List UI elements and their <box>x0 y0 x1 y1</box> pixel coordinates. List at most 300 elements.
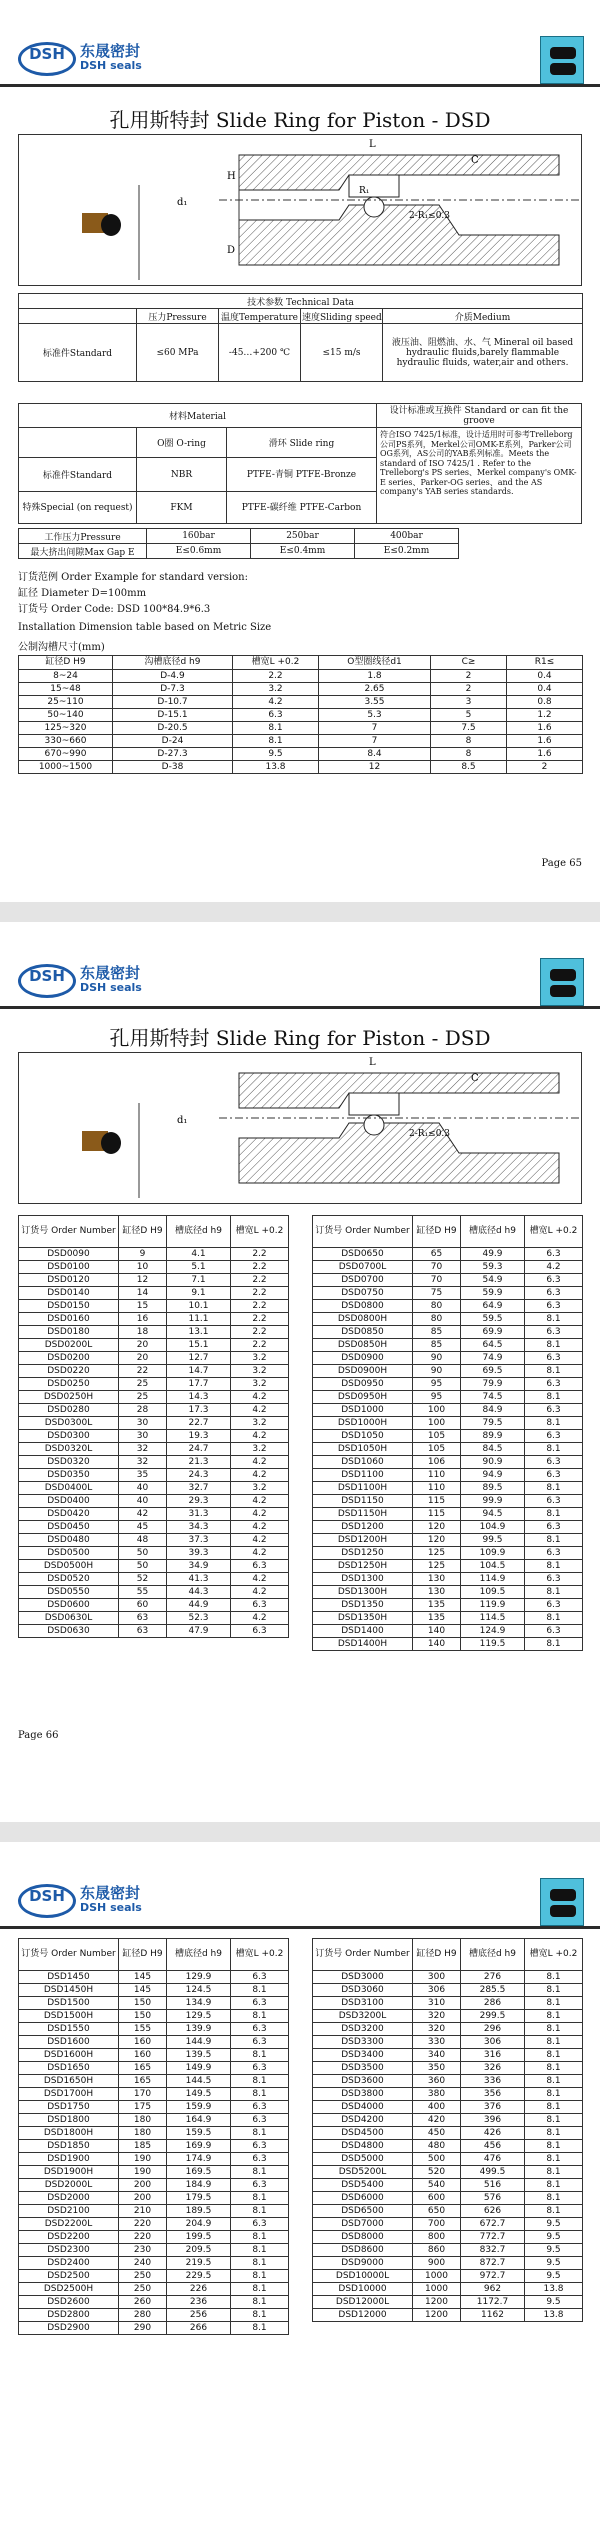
table-cell: 450 <box>413 2127 461 2140</box>
table-cell: 456 <box>461 2140 525 2153</box>
table-cell: 1.6 <box>507 735 583 748</box>
install-dimension-table <box>18 655 583 774</box>
table-cell: 144.5 <box>167 2075 231 2088</box>
table-cell: DSD1000H <box>313 1417 413 1430</box>
table-cell: 300 <box>413 1971 461 1984</box>
table-cell: 100 <box>413 1404 461 1417</box>
table-row <box>19 1971 289 1984</box>
table-cell: DSD1800H <box>19 2127 119 2140</box>
table-cell: 165 <box>119 2062 167 2075</box>
tech-pressure: ≤60 MPa <box>137 324 219 382</box>
table-cell: 8.1 <box>525 1391 583 1404</box>
gap-max-3: E≤0.2mm <box>355 544 459 559</box>
table-cell: 180 <box>119 2114 167 2127</box>
table-cell: 94.9 <box>461 1469 525 1482</box>
tech-col-temperature: 温度Temperature <box>219 309 301 324</box>
piston-hatch <box>239 205 559 265</box>
table-cell: 240 <box>119 2257 167 2270</box>
table-header-row <box>313 1939 583 1971</box>
table-cell: 6.3 <box>525 1456 583 1469</box>
header-rule <box>0 84 600 87</box>
table-cell: 6.3 <box>525 1599 583 1612</box>
table-cell: 55 <box>119 1586 167 1599</box>
table-cell: 10.1 <box>167 1300 231 1313</box>
table-cell: DSD1550 <box>19 2023 119 2036</box>
label-L: L <box>369 139 376 150</box>
gap-table <box>18 528 459 559</box>
table-cell: 4.2 <box>231 1495 289 1508</box>
table-cell: DSD1200H <box>313 1534 413 1547</box>
table-cell: DSD3200L <box>313 2010 413 2023</box>
table-header-row <box>19 1216 289 1248</box>
table-cell: DSD0900 <box>313 1352 413 1365</box>
table-cell: 209.5 <box>167 2244 231 2257</box>
table-cell: 90.9 <box>461 1456 525 1469</box>
table-cell: 99.9 <box>461 1495 525 1508</box>
table-cell: 6.3 <box>525 1573 583 1586</box>
table-cell: 44.9 <box>167 1599 231 1612</box>
table-cell: 52 <box>119 1573 167 1586</box>
material-header: 材料Material <box>19 404 377 428</box>
table-cell: 32 <box>119 1443 167 1456</box>
table-cell: 104.5 <box>461 1560 525 1573</box>
table-cell: DSD2900 <box>19 2322 119 2335</box>
table-cell: 3.2 <box>231 1378 289 1391</box>
table-row <box>313 2101 583 2114</box>
table-row <box>313 1586 583 1599</box>
table-cell: 37.3 <box>167 1534 231 1547</box>
table-cell: 1172.7 <box>461 2296 525 2309</box>
table-row <box>313 1469 583 1482</box>
table-cell: DSD12000 <box>313 2309 413 2322</box>
table-row <box>19 2101 289 2114</box>
table-row <box>313 1378 583 1391</box>
table-cell: 174.9 <box>167 2153 231 2166</box>
table-cell: DSD1450H <box>19 1984 119 1997</box>
table-cell: 14.3 <box>167 1391 231 1404</box>
table-cell: 115 <box>413 1495 461 1508</box>
table-cell: 499.5 <box>461 2166 525 2179</box>
table-cell: 119.9 <box>461 1599 525 1612</box>
table-cell: 280 <box>119 2309 167 2322</box>
page-separator <box>0 1822 600 1842</box>
table-cell: DSD2800 <box>19 2309 119 2322</box>
table-cell: DSD8600 <box>313 2244 413 2257</box>
tech-col-pressure: 压力Pressure <box>137 309 219 324</box>
table-cell: 266 <box>167 2322 231 2335</box>
table-cell: DSD2600 <box>19 2296 119 2309</box>
catalog-page-65 <box>0 0 600 880</box>
material-table <box>18 403 377 524</box>
table-cell: 48 <box>119 1534 167 1547</box>
table-cell: 84.5 <box>461 1443 525 1456</box>
table-cell: 8.1 <box>231 2049 289 2062</box>
table-cell: 134.9 <box>167 1997 231 2010</box>
table-cell: 8.1 <box>525 1612 583 1625</box>
gap-pressure-label: 工作压力Pressure <box>19 529 147 544</box>
table-cell: DSD1500 <box>19 1997 119 2010</box>
table-cell: 2 <box>431 683 507 696</box>
table-cell: 34.9 <box>167 1560 231 1573</box>
tech-data-table <box>18 293 583 382</box>
table-cell: 185 <box>119 2140 167 2153</box>
table-cell: 8.1 <box>231 2166 289 2179</box>
material-row1-slide: PTFE-青铜 PTFE-Bronze <box>227 458 377 492</box>
table-cell: 9.5 <box>233 748 319 761</box>
table-cell: 4.2 <box>231 1573 289 1586</box>
table-cell: 330~660 <box>19 735 113 748</box>
table-cell: 2.2 <box>231 1261 289 1274</box>
table-cell: 230 <box>119 2244 167 2257</box>
table-cell: 2.2 <box>231 1326 289 1339</box>
table-cell: 9.5 <box>525 2270 583 2283</box>
label-L: L <box>369 1057 376 1068</box>
table-cell: 7.5 <box>431 722 507 735</box>
slide-ring-shape <box>349 1093 399 1115</box>
table-cell: 50 <box>119 1560 167 1573</box>
table-cell: 1000 <box>413 2270 461 2283</box>
table-row <box>19 1573 289 1586</box>
table-cell: DSD5200L <box>313 2166 413 2179</box>
table-cell: DSD1060 <box>313 1456 413 1469</box>
table-cell: DSD0850 <box>313 1326 413 1339</box>
table-cell: 8.1 <box>525 2075 583 2088</box>
table-cell: DSD2500H <box>19 2283 119 2296</box>
table-cell: DSD0220 <box>19 1365 119 1378</box>
table-row <box>19 1456 289 1469</box>
table-cell: 2 <box>431 670 507 683</box>
table-cell: 1.6 <box>507 722 583 735</box>
table-cell: 109.5 <box>461 1586 525 1599</box>
table-cell: DSD1100 <box>313 1469 413 1482</box>
table-cell: 8.1 <box>525 1586 583 1599</box>
table-cell: 34.3 <box>167 1521 231 1534</box>
table-cell: 14 <box>119 1287 167 1300</box>
install-row <box>19 761 583 774</box>
page-header <box>0 922 600 1006</box>
table-cell: 69.5 <box>461 1365 525 1378</box>
table-cell: 8.1 <box>525 2166 583 2179</box>
table-row <box>313 1638 583 1651</box>
piston-hatch <box>239 1123 559 1183</box>
table-cell: 115 <box>413 1508 461 1521</box>
table-cell: DSD0650 <box>313 1248 413 1261</box>
table-cell: DSD0120 <box>19 1274 119 1287</box>
table-cell: 476 <box>461 2153 525 2166</box>
table-cell: 520 <box>413 2166 461 2179</box>
table-cell: DSD3500 <box>313 2062 413 2075</box>
table-row <box>313 2192 583 2205</box>
header-rule <box>0 1006 600 1009</box>
table-cell: 356 <box>461 2088 525 2101</box>
table-cell: 6.3 <box>231 2023 289 2036</box>
table-cell: DSD2200 <box>19 2231 119 2244</box>
table-cell: 125~320 <box>19 722 113 735</box>
table-cell: 626 <box>461 2205 525 2218</box>
table-cell: 69.9 <box>461 1326 525 1339</box>
table-row <box>313 1612 583 1625</box>
table-cell: 6.3 <box>231 2153 289 2166</box>
material-row1-oring: NBR <box>137 458 227 492</box>
table-cell: 290 <box>119 2322 167 2335</box>
logo-mark: DSH <box>18 964 76 998</box>
table-cell: 350 <box>413 2062 461 2075</box>
table-cell: 155 <box>119 2023 167 2036</box>
table-cell: DSD5000 <box>313 2153 413 2166</box>
brand-logo <box>18 1882 158 1918</box>
table-cell: DSD1750 <box>19 2101 119 2114</box>
table-cell: 2.2 <box>231 1274 289 1287</box>
page-number: Page 65 <box>541 858 582 869</box>
table-cell: 79.5 <box>461 1417 525 1430</box>
table-cell: 4.2 <box>231 1508 289 1521</box>
seal-profile-icon <box>541 37 585 85</box>
column-header: 槽底径d h9 <box>461 1939 525 1971</box>
label-d1: d₁ <box>177 197 188 208</box>
table-cell: 74.9 <box>461 1352 525 1365</box>
table-row <box>19 1287 289 1300</box>
table-cell: 135 <box>413 1599 461 1612</box>
install-row <box>19 722 583 735</box>
table-cell: DSD0630 <box>19 1625 119 1638</box>
table-cell: 226 <box>167 2283 231 2296</box>
table-cell: 8.1 <box>525 2127 583 2140</box>
table-cell: 4.2 <box>233 696 319 709</box>
table-cell: DSD0700L <box>313 1261 413 1274</box>
table-cell: 8.1 <box>231 2283 289 2296</box>
table-cell: 125 <box>413 1560 461 1573</box>
label-D: D <box>227 245 236 256</box>
table-cell: DSD0280 <box>19 1404 119 1417</box>
table-row <box>313 1391 583 1404</box>
table-cell: 2.2 <box>231 1300 289 1313</box>
table-cell: 90 <box>413 1352 461 1365</box>
table-cell: 4.2 <box>231 1612 289 1625</box>
table-cell: 8.1 <box>525 2101 583 2114</box>
install-row <box>19 683 583 696</box>
table-cell: D-24 <box>113 735 233 748</box>
table-cell: DSD1850 <box>19 2140 119 2153</box>
table-cell: 516 <box>461 2179 525 2192</box>
gap-max-1: E≤0.6mm <box>147 544 251 559</box>
column-header: 订货号 Order Number <box>313 1939 413 1971</box>
order-table-left <box>18 1938 289 2335</box>
table-cell: 129.9 <box>167 1971 231 1984</box>
table-cell: 7 <box>319 735 431 748</box>
table-cell: 6.3 <box>231 2062 289 2075</box>
table-cell: 130 <box>413 1586 461 1599</box>
table-cell: 105 <box>413 1443 461 1456</box>
table-cell: 8.1 <box>525 2036 583 2049</box>
material-corner <box>19 428 137 458</box>
page-separator <box>0 902 600 922</box>
table-cell: 12.7 <box>167 1352 231 1365</box>
table-row <box>19 2114 289 2127</box>
table-cell: 672.7 <box>461 2218 525 2231</box>
table-cell: 260 <box>119 2296 167 2309</box>
table-cell: 1.2 <box>507 709 583 722</box>
install-table-caption: Installation Dimension table based on Metric Size <box>18 622 272 633</box>
table-cell: DSD7000 <box>313 2218 413 2231</box>
table-cell: 420 <box>413 2114 461 2127</box>
profile-thumbnail <box>540 1878 584 1926</box>
table-row <box>19 1612 289 1625</box>
tech-row-label: 标准件Standard <box>19 324 137 382</box>
table-cell: 164.9 <box>167 2114 231 2127</box>
table-row <box>313 1261 583 1274</box>
column-header: 缸径D H9 <box>413 1939 461 1971</box>
table-cell: 8.1 <box>525 2140 583 2153</box>
table-cell: 8.1 <box>525 1365 583 1378</box>
table-cell: 179.5 <box>167 2192 231 2205</box>
table-cell: DSD9000 <box>313 2257 413 2270</box>
table-cell: 190 <box>119 2166 167 2179</box>
table-row <box>313 2244 583 2257</box>
brand-logo <box>18 962 158 998</box>
table-row <box>313 1599 583 1612</box>
table-cell: 8.1 <box>231 2231 289 2244</box>
page-title: 孔用斯特封 Slide Ring for Piston - DSD <box>109 108 491 132</box>
column-header: 订货号 Order Number <box>19 1216 119 1248</box>
table-cell: 35 <box>119 1469 167 1482</box>
install-row <box>19 709 583 722</box>
groove-text: 符合ISO 7425/1标准，设计适用时可参考Trelleborg公司PS系列，Merkel公司OMK-E系列，Parker公司OG系列，AS公司的YAB系列标准。Meets the standard of ISO 7425/1 . Refer to the Trelleborg's PS series、Merkel company's OMK-E series、Parker-OG series、and the AS company's YAB series standards. <box>377 428 582 524</box>
table-row <box>313 2127 583 2140</box>
table-cell: 6.3 <box>525 1300 583 1313</box>
table-row <box>19 2075 289 2088</box>
table-cell: 1162 <box>461 2309 525 2322</box>
seal-profile-icon <box>541 1879 585 1927</box>
label-C: C <box>471 1073 479 1084</box>
table-cell: DSD0800H <box>313 1313 413 1326</box>
table-cell: DSD0950 <box>313 1378 413 1391</box>
table-cell: 8.1 <box>231 2088 289 2101</box>
table-row <box>313 2036 583 2049</box>
install-row <box>19 748 583 761</box>
table-cell: 4.2 <box>525 1261 583 1274</box>
table-cell: D-20.5 <box>113 722 233 735</box>
logo-cn: 东晟密封 <box>80 1884 141 1902</box>
table-row <box>313 1274 583 1287</box>
table-cell: 130 <box>413 1573 461 1586</box>
table-cell: 8.1 <box>525 2049 583 2062</box>
table-cell: D-38 <box>113 761 233 774</box>
column-header: 槽底径d h9 <box>167 1939 231 1971</box>
table-cell: 169.9 <box>167 2140 231 2153</box>
table-cell: 42 <box>119 1508 167 1521</box>
table-cell: 110 <box>413 1469 461 1482</box>
table-cell: 31.3 <box>167 1508 231 1521</box>
table-row <box>19 1430 289 1443</box>
table-cell: DSD1250 <box>313 1547 413 1560</box>
table-cell: DSD0950H <box>313 1391 413 1404</box>
gap-pressure-1: 160bar <box>147 529 251 544</box>
table-cell: 114.5 <box>461 1612 525 1625</box>
table-cell: 380 <box>413 2088 461 2101</box>
table-cell: DSD2100 <box>19 2205 119 2218</box>
table-cell: 64.9 <box>461 1300 525 1313</box>
table-cell: 8.4 <box>319 748 431 761</box>
table-cell: 200 <box>119 2179 167 2192</box>
table-header-row <box>19 656 583 670</box>
table-header-row <box>313 1216 583 1248</box>
table-cell: 3.2 <box>231 1443 289 1456</box>
order-code-note: 订货号 Order Code: DSD 100*84.9*6.3 <box>18 604 211 615</box>
label-r2: R₁ <box>359 186 370 196</box>
table-cell: DSD1800 <box>19 2114 119 2127</box>
table-cell: 10 <box>119 1261 167 1274</box>
table-cell: DSD1300 <box>313 1573 413 1586</box>
table-row <box>19 1404 289 1417</box>
table-cell: 296 <box>461 2023 525 2036</box>
table-cell: 63 <box>119 1612 167 1625</box>
table-row <box>19 2023 289 2036</box>
table-cell: 8.1 <box>525 1339 583 1352</box>
table-cell: 8 <box>431 748 507 761</box>
table-cell: 6.3 <box>231 2036 289 2049</box>
table-cell: 125 <box>413 1547 461 1560</box>
table-row <box>19 1469 289 1482</box>
table-cell: DSD1350H <box>313 1612 413 1625</box>
groove-header: 设计标准或互换件 Standard or can fit the groove <box>377 404 582 428</box>
tech-speed: ≤15 m/s <box>301 324 383 382</box>
tech-corner <box>19 309 137 324</box>
detail-icon <box>82 213 121 236</box>
table-row <box>19 2036 289 2049</box>
column-header: 订货号 Order Number <box>19 1939 119 1971</box>
table-row <box>19 2153 289 2166</box>
table-cell: 220 <box>119 2218 167 2231</box>
table-row <box>313 1625 583 1638</box>
column-header: C≥ <box>431 656 507 670</box>
table-cell: 9.5 <box>525 2296 583 2309</box>
page-title: 孔用斯特封 Slide Ring for Piston - DSD <box>109 1026 491 1050</box>
table-row <box>313 1339 583 1352</box>
table-cell: 8.1 <box>525 1508 583 1521</box>
table-cell: 9 <box>119 1248 167 1261</box>
table-cell: 6.3 <box>231 2101 289 2114</box>
material-col-oring: O圈 O-ring <box>137 428 227 458</box>
table-cell: 6.3 <box>525 1469 583 1482</box>
table-cell: 0.4 <box>507 670 583 683</box>
table-cell: 30 <box>119 1430 167 1443</box>
column-header: 槽宽L +0.2 <box>231 1216 289 1248</box>
table-cell: 860 <box>413 2244 461 2257</box>
table-cell: 13.8 <box>525 2309 583 2322</box>
table-cell: 832.7 <box>461 2244 525 2257</box>
table-cell: 8.1 <box>231 2270 289 2283</box>
table-row <box>313 2257 583 2270</box>
table-cell: DSD3200 <box>313 2023 413 2036</box>
table-cell: 8.1 <box>233 735 319 748</box>
table-row <box>19 2049 289 2062</box>
table-cell: DSD3060 <box>313 1984 413 1997</box>
table-cell: 25~110 <box>19 696 113 709</box>
table-cell: 6.3 <box>525 1287 583 1300</box>
table-cell: 15.1 <box>167 1339 231 1352</box>
table-cell: 6.3 <box>525 1248 583 1261</box>
table-cell: 139.5 <box>167 2049 231 2062</box>
logo-cn: 东晟密封 <box>80 964 141 982</box>
table-cell: 3.2 <box>231 1365 289 1378</box>
table-cell: DSD0160 <box>19 1313 119 1326</box>
table-row <box>19 1508 289 1521</box>
table-cell: DSD0500 <box>19 1547 119 1560</box>
table-cell: 8.1 <box>231 2205 289 2218</box>
table-cell: 8.5 <box>431 761 507 774</box>
table-cell: DSD0630L <box>19 1612 119 1625</box>
table-cell: DSD6000 <box>313 2192 413 2205</box>
